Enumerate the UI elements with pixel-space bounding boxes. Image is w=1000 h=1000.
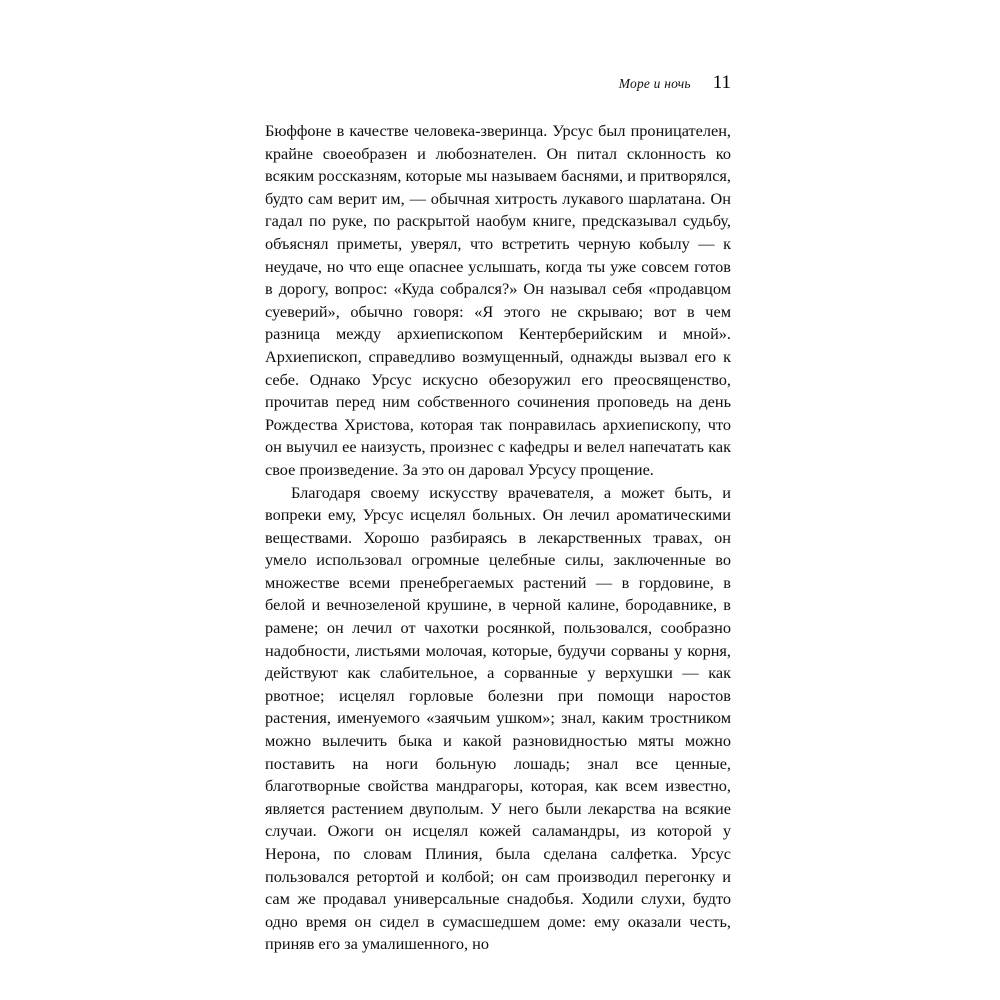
body-text bbox=[265, 120, 731, 956]
paragraph: Благодаря своему искусству врачевателя, а может быть, и вопреки ему, Урсус исцелял больных. Он лечил ароматическими веществами. Хорошо разбираясь в лекарственных травах, он умело использовал огромные целебные силы, заключенные во множестве всеми пренебрегаемых растений — в гордовине, в белой и вечнозеленой крушине, в черной калине, бородавнике, в рамене; он лечил от чахотки росянкой, пользовался, сообразно надобности, листьями молочая, которые, будучи сорваны у корня, действуют как слабительное, а сорванные у верхушки — как рвотное; исцелял горловые болезни при помощи наростов растения, именуемого «заячьим ушком»; знал, каким тростником можно вылечить быка и какой разновидностью мяты можно поставить на ноги больную лошадь; знал все ценные, благотворные свойства мандрагоры, которая, как всем известно, является растением двуполым. У него были лекарства на всякие случаи. Ожоги он исцелял кожей саламандры, из которой у Нерона, по словам Плиния, была сделана салфетка. Урсус пользовался ретортой и колбой; он сам производил перегонку и сам же продавал универсальные снадобья. Ходили слухи, будто одно время он сидел в сумасшедшем доме: ему оказали честь, приняв его за умалишенного, но bbox=[265, 482, 731, 954]
page-header bbox=[265, 72, 731, 102]
running-title: Море и ночь bbox=[618, 76, 691, 91]
paragraph: Бюффоне в качестве человека-зверинца. Урсус был проницателен, крайне своеобразен и любознателен. Он питал склонность ко всяким россказням, которые мы называем баснями, и притворялся, будто сам верит им, — обычная хитрость лукавого шарлатана. Он гадал по руке, по раскрытой наобум книге, предсказывал судьбу, объяснял приметы, уверял, что встретить черную кобылу — к неудаче, но что еще опаснее услышать, когда ты уже совсем готов в дорогу, вопрос: «Куда собрался?» Он называл себя «продавцом суеверий», обычно говоря: «Я этого не скрываю; вот в чем разница между архиепископом Кентерберийским и мной». Архиепископ, справедливо возмущенный, однажды вызвал его к себе. Однако Урсус искусно обезоружил его преосвященство, прочитав перед ним собственного сочинения проповедь на день Рождества Христова, которая так понравилась архиепископу, что он выучил ее наизусть, произнес с кафедры и велел напечатать как свое произведение. За это он даровал Урсусу прощение. bbox=[265, 121, 731, 479]
page-number: 11 bbox=[712, 72, 731, 93]
text-column bbox=[265, 72, 731, 956]
